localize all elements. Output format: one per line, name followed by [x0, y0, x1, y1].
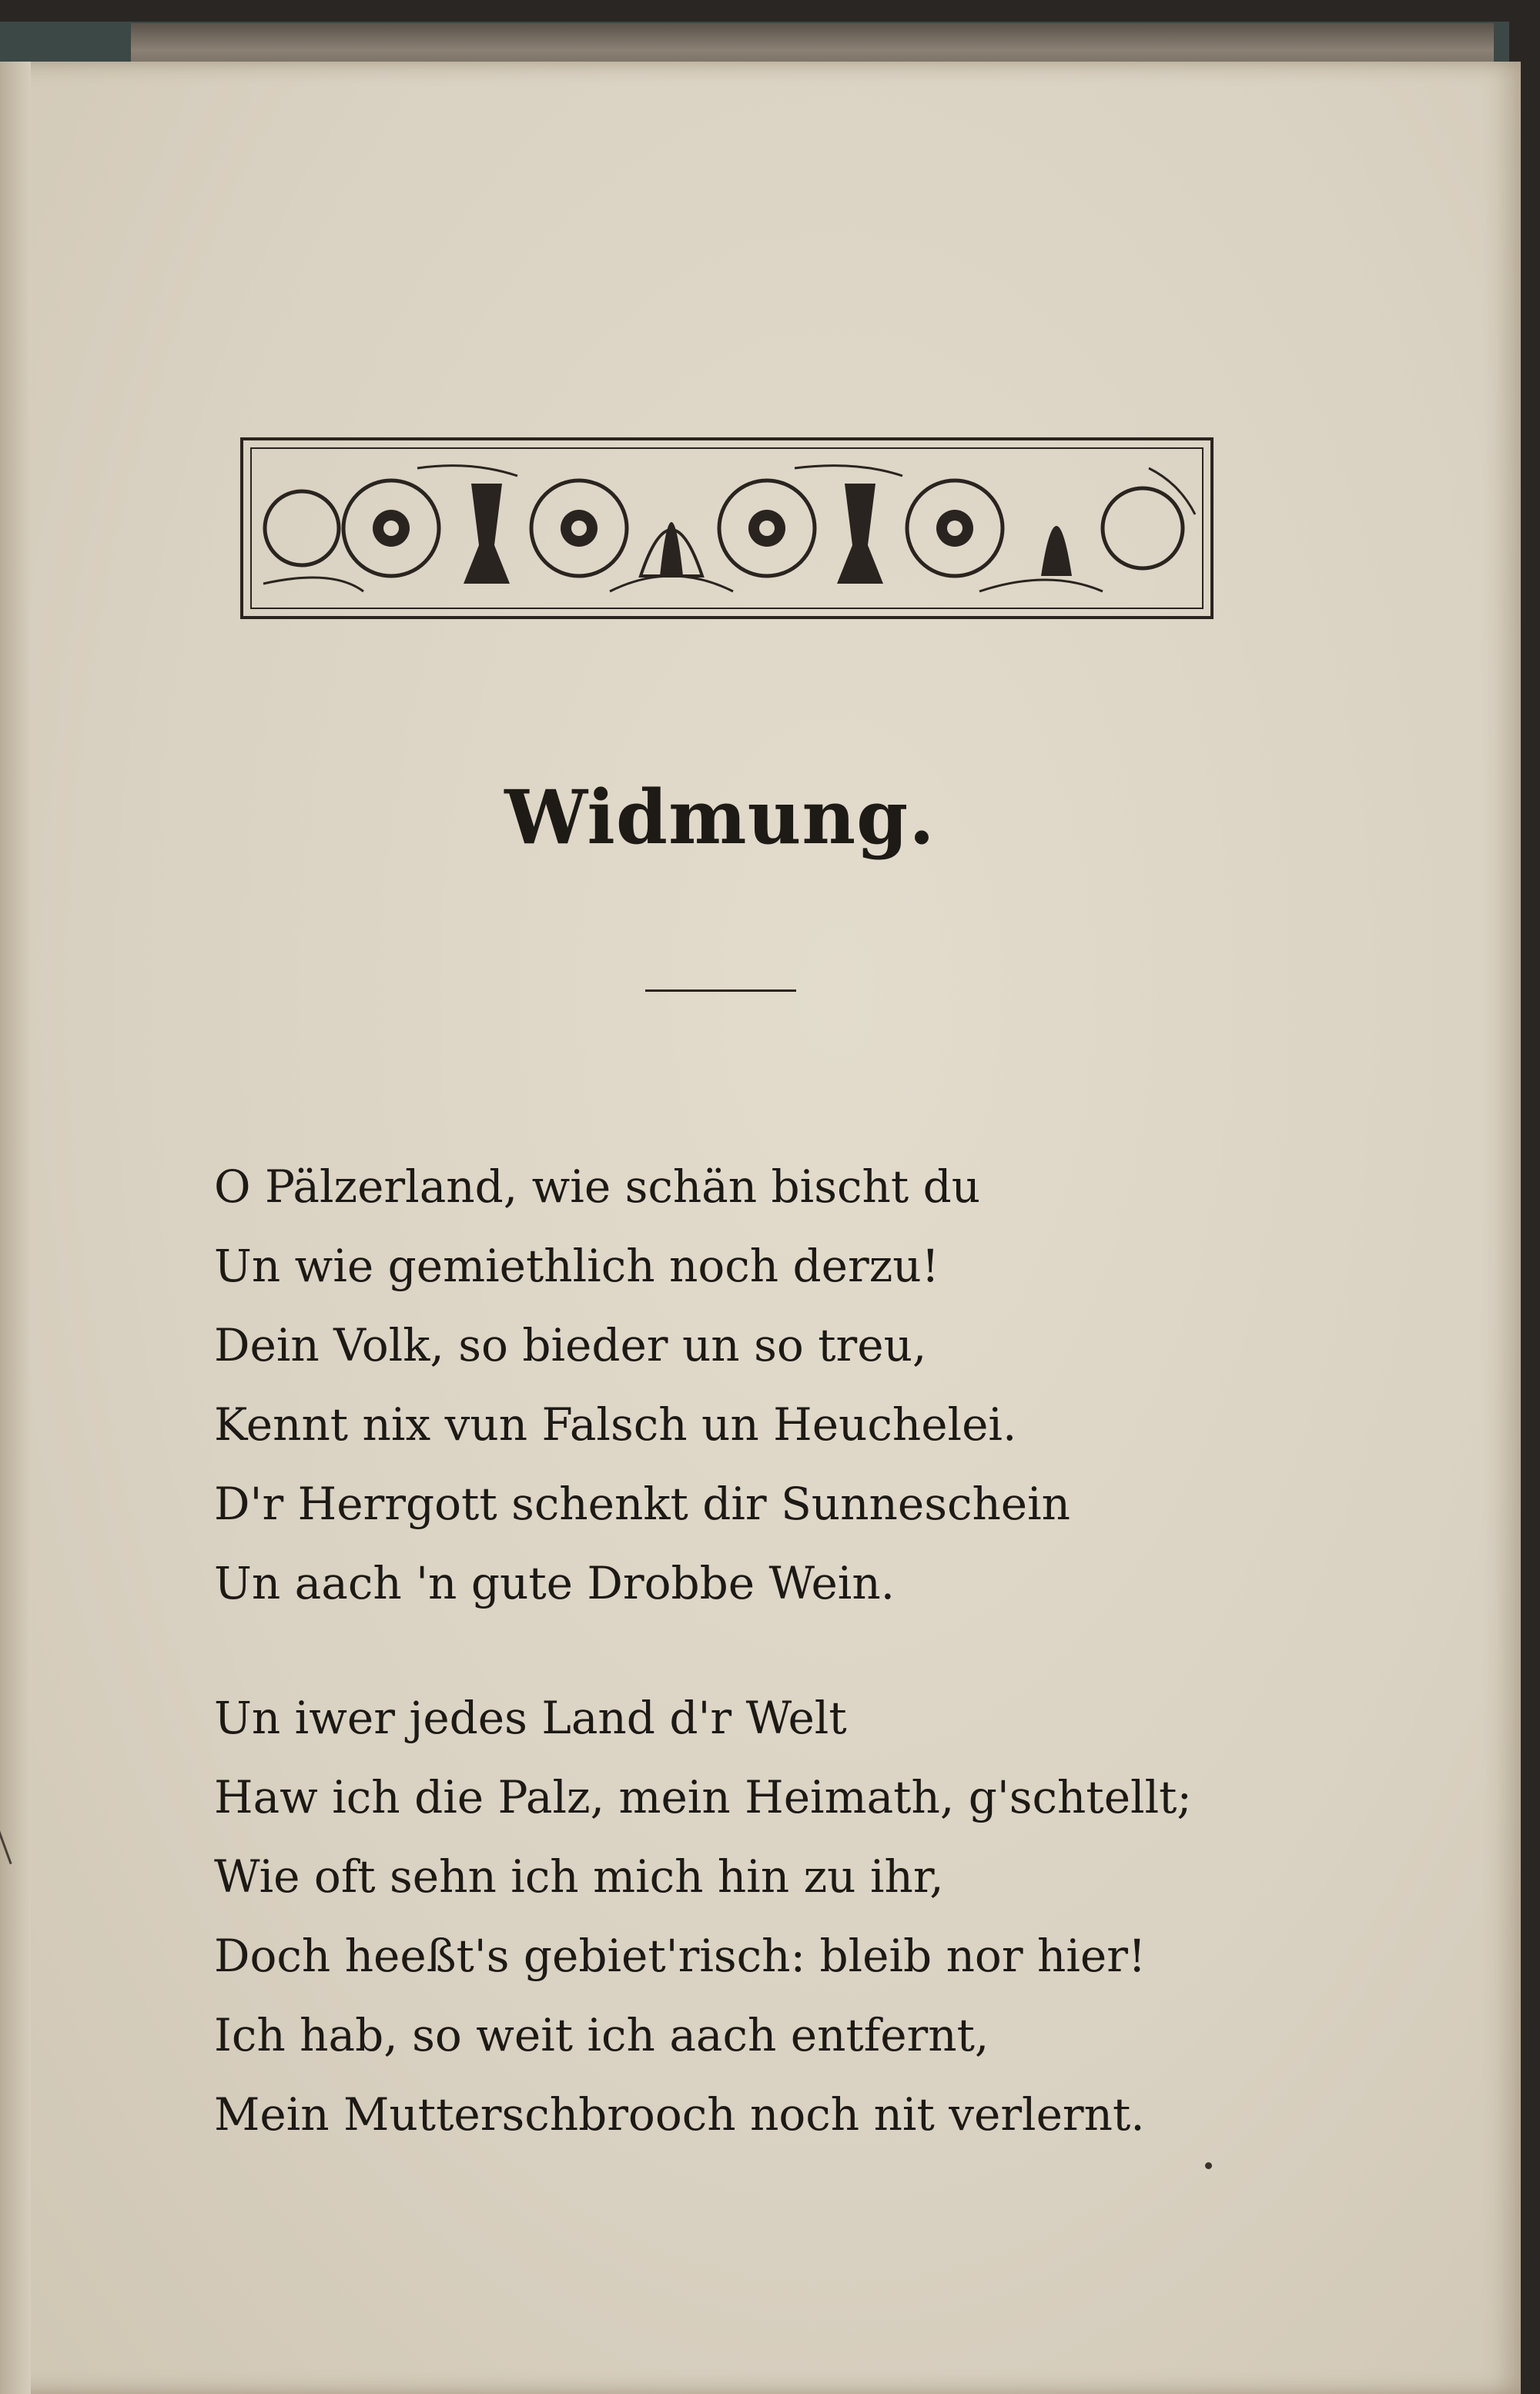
verse-line: Un iwer jedes Land d'r Welt	[214, 1692, 847, 1744]
verse-line: Doch heeßt's gebiet'risch: bleib nor hier!	[214, 1930, 1147, 1982]
stanza-1	[214, 1147, 1070, 1623]
page-title: Widmung.	[504, 774, 936, 861]
verse-line: Haw ich die Palz, mein Heimath, g'schtellt;	[214, 1771, 1192, 1823]
verse-line: Dein Volk, so bieder un so treu,	[214, 1319, 927, 1371]
verse-line: Un aach 'n gute Drobbe Wein.	[214, 1557, 896, 1609]
verse-line: Ich hab, so weit ich aach entfernt,	[214, 2009, 989, 2061]
page-gutter	[0, 62, 31, 2394]
verse-line: D'r Herrgott schenkt dir Sunneschein	[214, 1478, 1071, 1530]
title-divider	[645, 989, 796, 992]
ink-speck	[1205, 2162, 1212, 2169]
verse-line: Mein Mutterschbrooch noch nit verlernt.	[214, 2088, 1145, 2141]
stanza-2	[214, 1679, 1192, 2155]
verse-line: Un wie gemiethlich noch derzu!	[214, 1240, 939, 1292]
verse-line: Kennt nix vun Falsch un Heuchelei.	[214, 1398, 1017, 1451]
vignette-ornament-icon	[240, 437, 1214, 619]
verse-line: O Pälzerland, wie schän bischt du	[214, 1160, 981, 1213]
verse-line: Wie oft sehn ich mich hin zu ihr,	[214, 1850, 944, 1903]
